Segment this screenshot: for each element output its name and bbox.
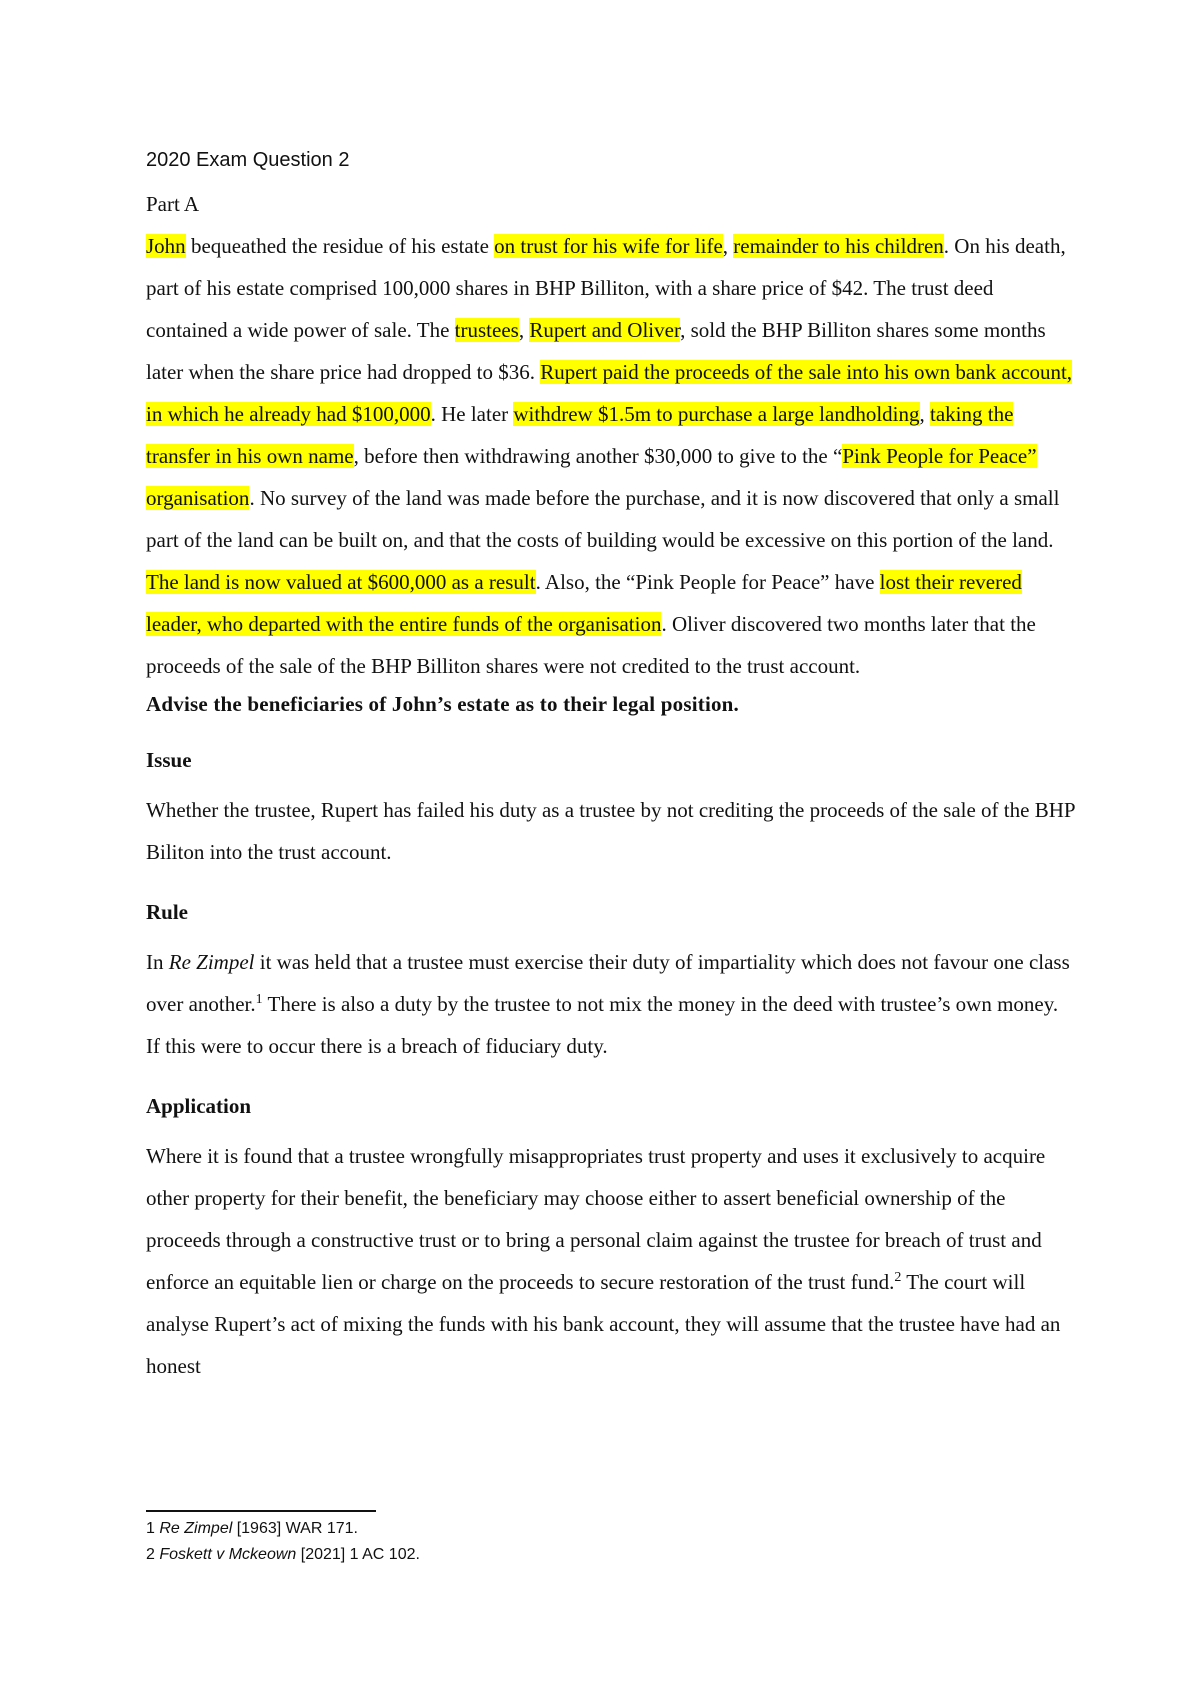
facts-text: , <box>722 234 734 258</box>
application-text: Where it is found that a trustee wrongfully misappropriates trust property and uses it exclusively to acquire other property for their benefit, the beneficiary may choose either to assert beneficial ownership of the proceeds through a constructive trust or to bring a personal claim against the trustee for breach of trust and enforce an equitable lien or charge on the proceeds to secure restoration of the trust fund. <box>146 1144 1046 1294</box>
document-header: 2020 Exam Question 2 <box>146 149 350 171</box>
facts-text: . Oliver discovered two months later that the proceeds of the sale of the BHP Billiton shares were not credited to the trust account. <box>146 612 1036 678</box>
footnote-divider <box>146 1510 376 1512</box>
heading-rule: Rule <box>146 900 188 924</box>
facts-text: . No survey of the land was made before the purchase, and it is now discovered that only a small part of the land can be built on, and that the costs of building would be excessive on this portion of the land. <box>146 486 1060 552</box>
highlight-rupert-oliver: Rupert and Oliver <box>529 318 681 342</box>
heading-issue: Issue <box>146 748 192 772</box>
highlight-lost-leader: lost their revered leader, who departed with the entire funds of the organisation <box>146 570 1022 636</box>
facts-text: . Also, the “Pink People for Peace” have <box>535 570 880 594</box>
footnote-1 <box>146 1516 1076 1542</box>
facts-paragraph <box>146 225 1076 687</box>
facts-text: . He later <box>430 402 514 426</box>
footnote-number: 2 <box>146 1546 155 1563</box>
part-label: Part A <box>146 192 200 216</box>
footnote-case: Foskett v Mckeown <box>159 1546 297 1563</box>
highlight-organisation: Pink People for Peace” organisation <box>146 444 1037 510</box>
question-prompt: Advise the beneficiaries of John’s estate as to their legal position. <box>146 692 740 716</box>
application-text: The court will analyse Rupert’s act of mixing the funds with his bank account, they will assume that the trustee have had an honest <box>146 1270 1061 1378</box>
highlight-remainder: remainder to his children <box>733 234 944 258</box>
footnote-cite: [2021] 1 AC 102. <box>296 1546 420 1563</box>
rule-paragraph <box>146 941 1076 1067</box>
footnote-number: 1 <box>146 1520 155 1537</box>
document-body <box>146 145 1076 1387</box>
footnote-case: Re Zimpel <box>159 1520 233 1537</box>
facts-text: , <box>919 402 930 426</box>
highlight-life-interest: on trust for his wife for life <box>494 234 723 258</box>
highlight-withdrawal: withdrew $1.5m to purchase a large landholding <box>513 402 920 426</box>
facts-text: , <box>518 318 530 342</box>
facts-text: , sold the BHP Billiton shares some months later when the share price had dropped to $36. <box>146 318 1046 384</box>
highlight-land-value: The land is now valued at $600,000 as a result <box>146 570 536 594</box>
highlight-john: John <box>146 234 186 258</box>
application-paragraph <box>146 1135 1076 1387</box>
case-name: Re Zimpel <box>168 950 255 974</box>
facts-text: bequeathed the residue of his estate <box>185 234 495 258</box>
footnote-ref-2: 2 <box>894 1270 902 1285</box>
rule-text: it was held that a trustee must exercise their duty of impartiality which does not favour one class over another. <box>146 950 1070 1016</box>
highlight-trustees: trustees <box>454 318 519 342</box>
heading-application: Application <box>146 1094 252 1118</box>
highlight-proceeds-mixed: Rupert paid the proceeds of the sale into his own bank account, in which he already had $100,000 <box>146 360 1073 426</box>
footnote-ref-1: 1 <box>255 992 263 1007</box>
footnote-cite: [1963] WAR 171. <box>232 1520 358 1537</box>
highlight-own-name: taking the transfer in his own name <box>146 402 1014 468</box>
facts-text: , before then withdrawing another $30,000 to give to the “ <box>353 444 843 468</box>
rule-text: There is also a duty by the trustee to not mix the money in the deed with trustee’s own money. If this were to occur there is a breach of fiduciary duty. <box>146 992 1059 1058</box>
footnotes <box>146 1516 1076 1568</box>
rule-text: In <box>146 950 169 974</box>
facts-text: . On his death, part of his estate comprised 100,000 shares in BHP Billiton, with a share price of $42. The trust deed contained a wide power of sale. The <box>146 234 1066 342</box>
footnote-2 <box>146 1542 1076 1568</box>
issue-paragraph: Whether the trustee, Rupert has failed his duty as a trustee by not crediting the proceeds of the sale of the BHP Biliton into the trust account. <box>146 798 1075 864</box>
